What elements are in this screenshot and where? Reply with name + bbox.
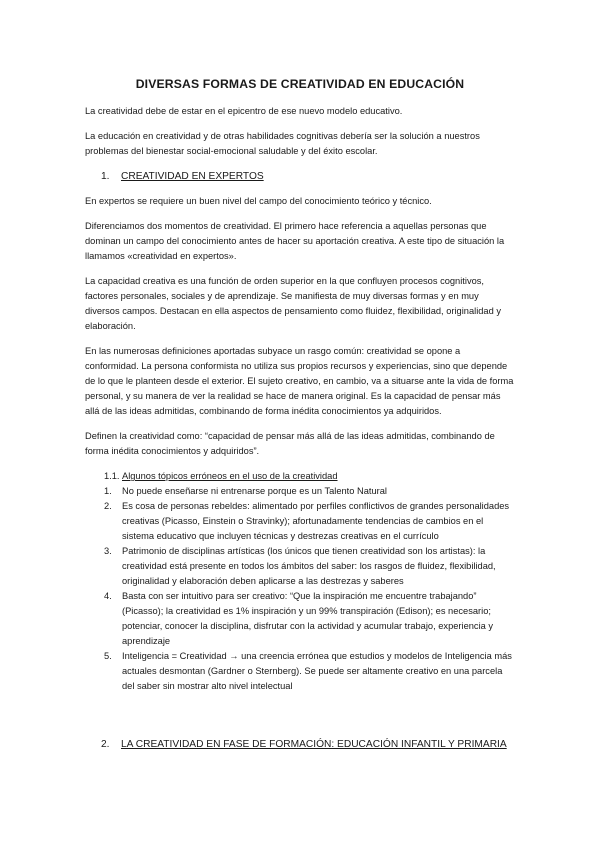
list-item-number: 1. bbox=[104, 486, 112, 496]
section-1-number: 1. bbox=[101, 171, 110, 182]
list-item bbox=[85, 484, 515, 499]
list-item-number: 5. bbox=[104, 651, 112, 661]
section-2-title: LA CREATIVIDAD EN FASE DE FORMACIÓN: EDUCACIÓN INFANTIL Y PRIMARIA bbox=[121, 739, 507, 750]
section-1-paragraph-2: Diferenciamos dos momentos de creatividad. El primero hace referencia a aquellas personas que dominan un campo del conocimiento antes de hacer su aportación creativa. A este tipo de situación la llamamos «creatividad en expertos». bbox=[85, 221, 505, 261]
list-item bbox=[85, 589, 515, 649]
list-item-text: No puede enseñarse ni entrenarse porque es un Talento Natural bbox=[122, 486, 387, 496]
list-item-text: Patrimonio de disciplinas artísticas (los únicos que tienen creatividad son los artistas): la creatividad está presente en todos los ámbitos del saber: los rasgos de fluidez, flexibilidad, originalidad y elaboración deben aplicarse a las destrezas y saberes bbox=[122, 546, 496, 586]
section-1-paragraph-3: La capacidad creativa es una función de orden superior en la que confluyen procesos cognitivos, factores personales, sociales y de aprendizaje. Se manifiesta de muy diversas formas y en muy diversos campos. Destacan en ella aspectos de pensamiento como fluidez, flexibilidad, originalidad y elaboración. bbox=[85, 276, 502, 331]
document-title: DIVERSAS FORMAS DE CREATIVIDAD EN EDUCACIÓN bbox=[135, 77, 465, 91]
subsection-1-1-heading bbox=[104, 469, 515, 484]
list-item bbox=[85, 649, 515, 694]
list-item-number: 4. bbox=[104, 591, 112, 601]
section-1-paragraph-4: En las numerosas definiciones aportadas subyace un rasgo común: creatividad se opone a conformidad. La persona conformista no utiliza sus propios recursos y experiencias, sino que depende de lo que le planteen desde el exterior. El sujeto creativo, en cambio, va a situarse ante la vida de forma personal, y su manera de ver la realidad se hace de manera original. Es la capacidad de pensar más allá de las ideas admitidas, combinando de forma inédita conocimientos ya adquiridos. bbox=[85, 346, 514, 416]
list-item-text: Inteligencia = Creatividad → una creencia errónea que estudios y modelos de Inteligencia más actuales desmontan (Gardner o Sternberg). Se puede ser altamente creativo en una parcela del saber sin mostrar alto nivel intelectual bbox=[122, 651, 512, 691]
section-1-heading bbox=[101, 169, 515, 184]
section-1-title: CREATIVIDAD EN EXPERTOS bbox=[121, 171, 264, 182]
section-1-paragraph-5: Definen la creatividad como: “capacidad de pensar más allá de las ideas admitidas, combinando de forma inédita conocimientos y adquiridos”. bbox=[85, 431, 495, 456]
list-item bbox=[85, 544, 515, 589]
misconceptions-list bbox=[85, 484, 515, 694]
list-item bbox=[85, 499, 515, 544]
section-2-heading bbox=[101, 737, 515, 752]
list-item-number: 3. bbox=[104, 546, 112, 556]
subsection-1-1-number: 1.1. bbox=[104, 471, 120, 481]
intro-paragraph-2: La educación en creatividad y de otras habilidades cognitivas debería ser la solución a nuestros problemas del bienestar social-emocional saludable y del éxito escolar. bbox=[85, 131, 480, 156]
list-item-text: Basta con ser intuitivo para ser creativo: “Que la inspiración me encuentre trabajando” (Picasso); la creatividad es 1% inspiración y un 99% transpiración (Edison); es necesario; potenciar, conocer la disciplina, disfrutar con la actividad y acumular trabajo, experiencia y aprendizaje bbox=[122, 591, 494, 646]
list-item-text: Es cosa de personas rebeldes: alimentado por perfiles conflictivos de grandes personalidades creativas (Picasso, Einstein o Stravinky); afortunadamente tendencias de cambios en el sistema educativo que incluyen técnicas y destrezas creativas en el currículo bbox=[122, 501, 510, 541]
section-2-number: 2. bbox=[101, 739, 110, 750]
subsection-1-1-title: Algunos tópicos erróneos en el uso de la creatividad bbox=[122, 471, 338, 481]
list-item-number: 2. bbox=[104, 501, 112, 511]
section-1-paragraph-1: En expertos se requiere un buen nivel del campo del conocimiento teórico y técnico. bbox=[85, 196, 432, 206]
intro-paragraph-1: La creatividad debe de estar en el epicentro de ese nuevo modelo educativo. bbox=[85, 106, 403, 116]
